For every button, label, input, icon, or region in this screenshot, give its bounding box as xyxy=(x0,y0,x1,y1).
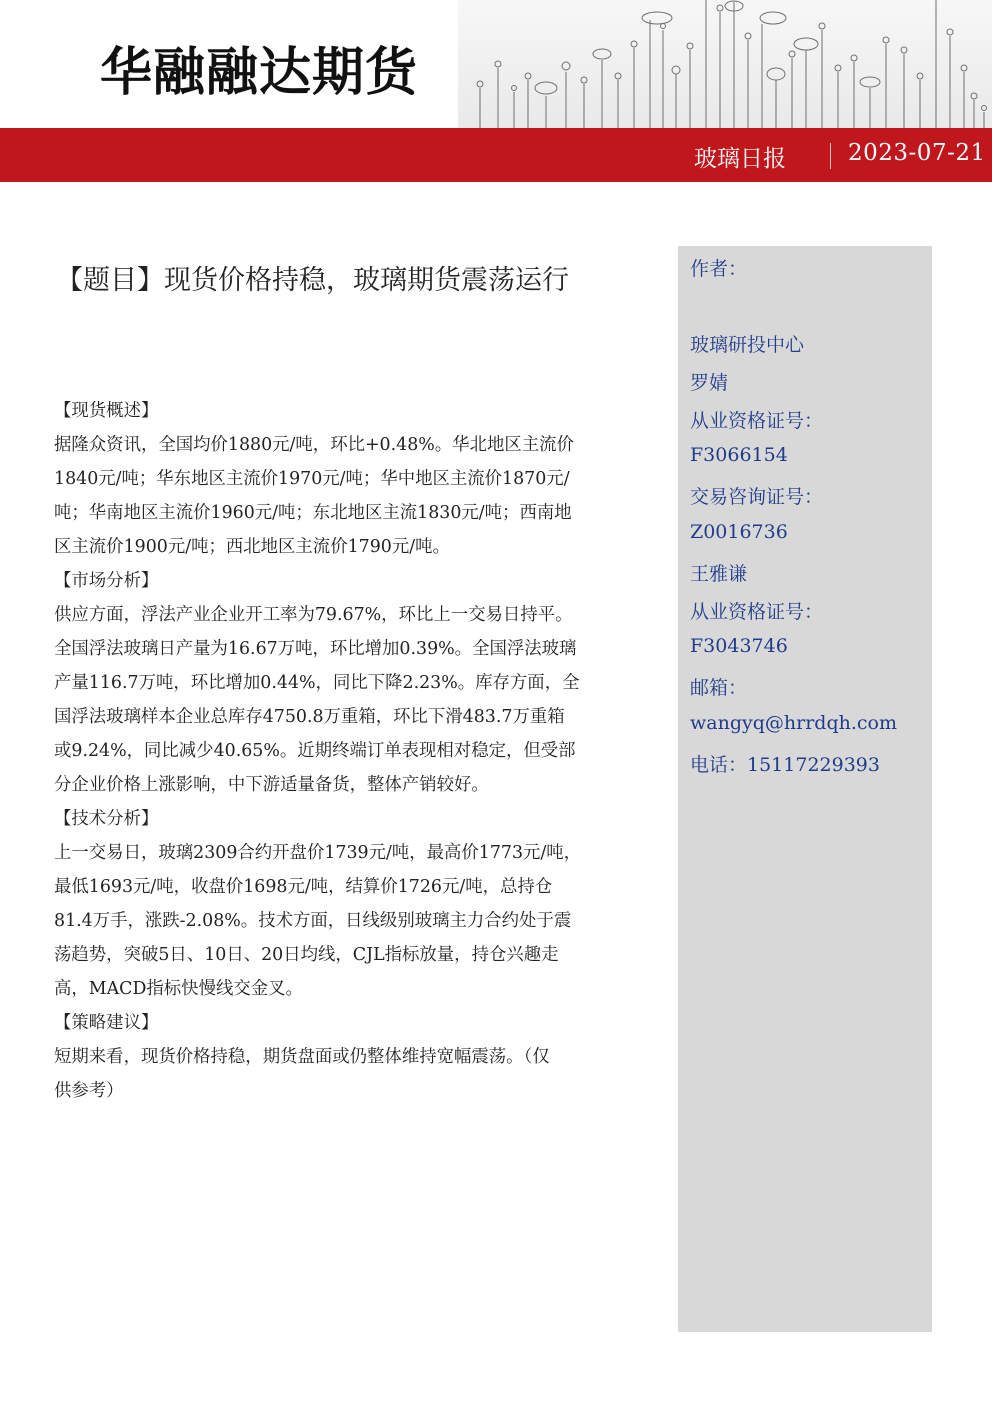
section-paragraph xyxy=(54,836,606,1006)
text-line: 或9.24%，同比减少40.65%。近期终端订单表现相对稳定，但受部 xyxy=(54,741,576,761)
section-heading: 【现货概述】 xyxy=(54,401,159,421)
research-center: 玻璃研投中心 xyxy=(690,334,805,356)
header-decoration xyxy=(458,0,992,128)
text-line: 分企业价格上涨影响，中下游适量备货，整体产销较好。 xyxy=(54,775,489,795)
qualification-number: F3043746 xyxy=(690,635,788,657)
phone-number: 电话：15117229393 xyxy=(690,754,880,776)
section-heading: 【市场分析】 xyxy=(54,571,159,591)
document-title: 【题目】现货价格持稳，玻璃期货震荡运行 xyxy=(56,265,569,296)
email-link[interactable]: wangyq@hrrdqh.com xyxy=(690,712,897,734)
text-line: 荡趋势，突破5日、10日、20日均线，CJL指标放量，持仓兴趣走 xyxy=(54,945,559,965)
author-sidebar xyxy=(678,246,932,1332)
section-heading: 【技术分析】 xyxy=(54,809,159,829)
text-line: 国浮法玻璃样本企业总库存4750.8万重箱，环比下滑483.7万重箱 xyxy=(54,707,565,727)
text-line: 区主流价1900元/吨；西北地区主流价1790元/吨。 xyxy=(54,537,450,557)
section-market-analysis xyxy=(54,564,606,802)
email-label: 邮箱： xyxy=(690,677,748,699)
report-body xyxy=(54,394,606,1108)
text-line: 短期来看，现货价格持稳，期货盘面或仍整体维持宽幅震荡。（仅 xyxy=(54,1047,550,1067)
text-line: 1840元/吨；华东地区主流价1970元/吨；华中地区主流价1870元/ xyxy=(54,469,570,489)
text-line: 供参考） xyxy=(54,1081,124,1101)
company-logo-title: 华融融达期货 xyxy=(100,43,419,103)
author-name: 王雅谦 xyxy=(690,563,748,585)
header-divider xyxy=(830,143,831,169)
text-line: 吨；华南地区主流价1960元/吨；东北地区主流1830元/吨；西南地 xyxy=(54,503,572,523)
text-line: 81.4万手，涨跌-2.08%。技术方面，日线级别玻璃主力合约处于震 xyxy=(54,911,572,931)
text-line: 全国浮法玻璃日产量为16.67万吨，环比增加0.39%。全国浮法玻璃 xyxy=(54,639,577,659)
section-heading: 【策略建议】 xyxy=(54,1013,159,1033)
qualification-label: 从业资格证号： xyxy=(690,601,824,623)
consulting-label: 交易咨询证号： xyxy=(690,486,824,508)
section-spot-overview xyxy=(54,394,606,564)
section-paragraph xyxy=(54,598,606,802)
section-strategy xyxy=(54,1006,606,1108)
text-line: 供应方面，浮法产业企业开工率为79.67%，环比上一交易日持平。 xyxy=(54,605,573,625)
text-line: 上一交易日，玻璃2309合约开盘价1739元/吨，最高价1773元/吨， xyxy=(54,843,582,863)
section-paragraph xyxy=(54,1040,606,1108)
text-line: 产量116.7万吨，环比增加0.44%，同比下降2.23%。库存方面，全 xyxy=(54,673,580,693)
section-paragraph xyxy=(54,428,606,564)
text-line: 高，MACD指标快慢线交金叉。 xyxy=(54,979,303,999)
author-label: 作者： xyxy=(690,258,748,280)
report-type: 玻璃日报 xyxy=(694,146,786,172)
report-date: 2023-07-21 xyxy=(848,140,986,166)
text-line: 据隆众资讯，全国均价1880元/吨，环比+0.48%。华北地区主流价 xyxy=(54,435,574,455)
author-name: 罗婧 xyxy=(690,372,729,394)
qualification-number: F3066154 xyxy=(690,444,788,466)
text-line: 最低1693元/吨，收盘价1698元/吨，结算价1726元/吨，总持仓 xyxy=(54,877,553,897)
pin-pattern-graphic xyxy=(458,0,992,128)
section-technical-analysis xyxy=(54,802,606,1006)
qualification-label: 从业资格证号： xyxy=(690,410,824,432)
consulting-number: Z0016736 xyxy=(690,521,788,543)
header-band xyxy=(0,128,992,182)
